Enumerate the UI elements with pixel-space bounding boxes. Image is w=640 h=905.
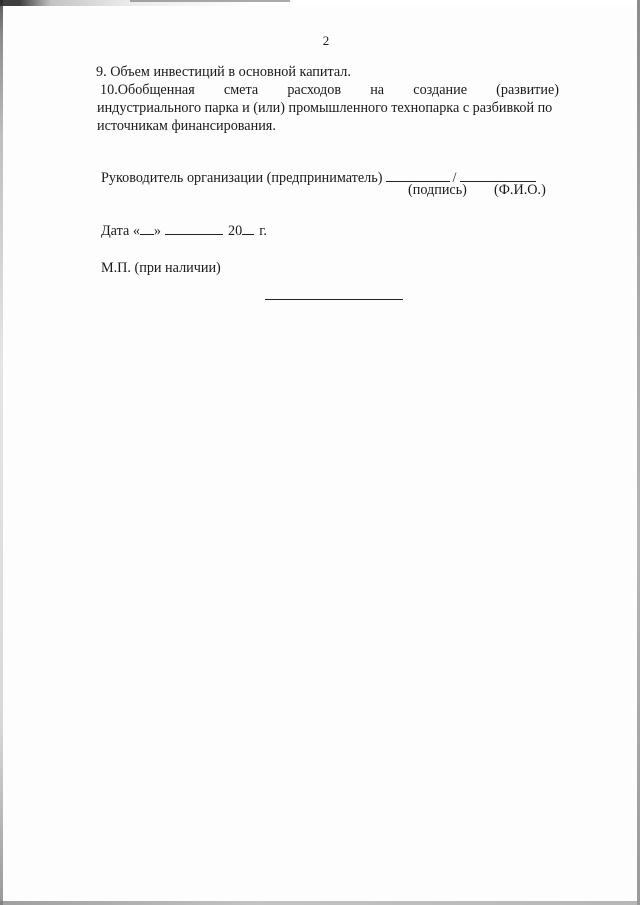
scan-edge-left	[0, 0, 3, 905]
end-rule	[265, 299, 403, 300]
year-century: 20	[228, 223, 243, 239]
item-10-word: на	[370, 82, 385, 98]
date-close-quote: »	[153, 223, 162, 239]
scan-edge-top	[0, 0, 640, 6]
list-item-10-line-1	[100, 80, 559, 100]
year-suffix: г.	[259, 223, 267, 239]
signature-label: Руководитель организации (предприниматель)	[101, 170, 383, 186]
full-name-caption: (Ф.И.О.)	[494, 182, 546, 198]
item-10-word: (развитие)	[496, 82, 559, 98]
list-item-10-line-3: источникам финансирования.	[97, 118, 276, 134]
list-item-9: 9. Объем инвестиций в основной капитал.	[96, 64, 351, 80]
scan-edge-top-mark	[130, 0, 290, 2]
date-prefix: Дата «	[101, 223, 140, 239]
scan-edge-bottom	[0, 901, 640, 905]
item-10-word: создание	[413, 82, 468, 98]
item-10-word: расходов	[287, 82, 342, 98]
item-10-word: 10.Обобщенная	[100, 82, 195, 98]
day-blank	[140, 220, 154, 235]
signature-line	[101, 166, 536, 188]
list-item-10-line-2: индустриального парка и (или) промышленного технопарка с разбивкой по	[97, 100, 553, 116]
stamp-place: М.П. (при наличии)	[101, 260, 221, 276]
signature-slash: /	[452, 170, 457, 186]
item-10-word: смета	[223, 82, 259, 98]
year-blank	[242, 220, 254, 235]
month-blank	[165, 220, 223, 235]
signature-caption: (подпись)	[408, 182, 467, 198]
page-number: 2	[322, 33, 330, 48]
date-line	[101, 220, 267, 241]
